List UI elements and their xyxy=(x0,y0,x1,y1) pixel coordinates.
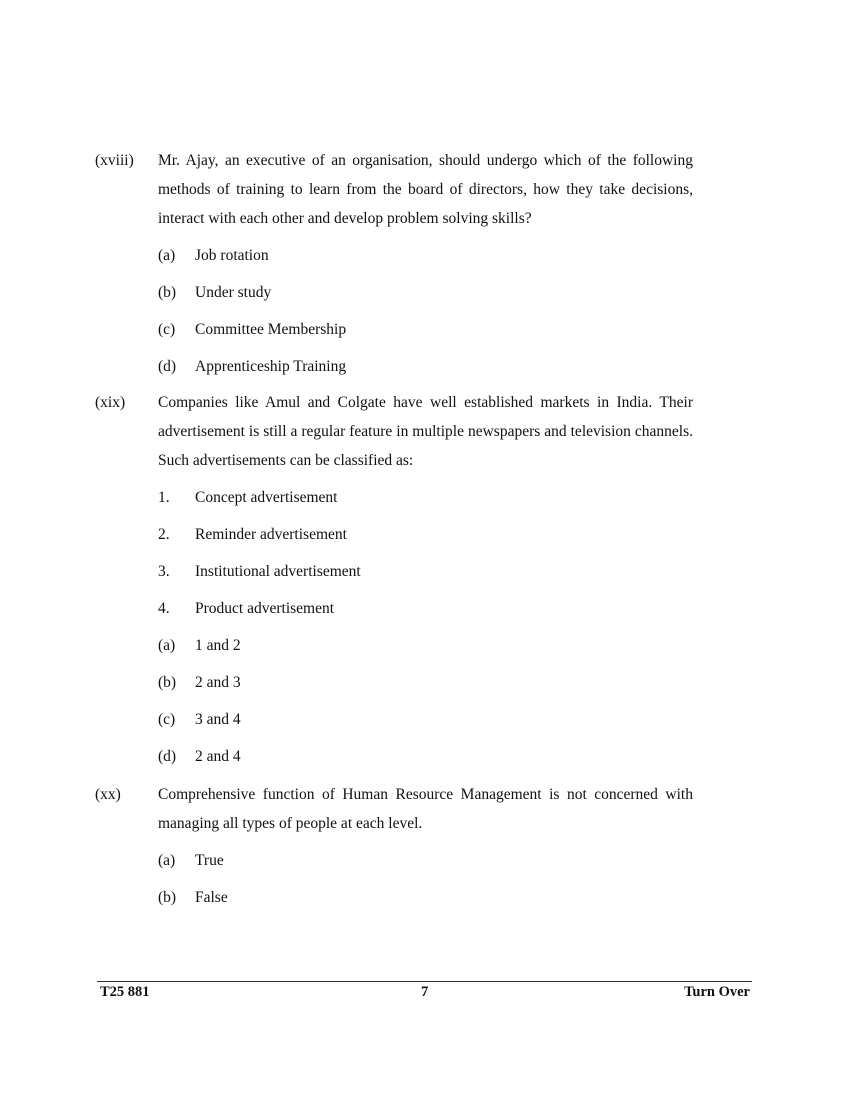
option-label: (c) xyxy=(158,321,176,338)
option-a xyxy=(95,627,695,664)
option-label: (d) xyxy=(158,358,177,375)
option-b xyxy=(95,664,695,701)
option-label: (d) xyxy=(158,748,177,765)
statement-text: Reminder advertisement xyxy=(195,526,347,543)
option-label: (a) xyxy=(158,637,176,654)
option-label: (b) xyxy=(158,889,177,906)
option-text: 1 and 2 xyxy=(195,637,241,654)
question-xviii xyxy=(95,146,695,385)
option-text: Under study xyxy=(195,284,272,301)
statement-4 xyxy=(95,590,695,627)
question-text: Comprehensive function of Human Resource Management is not concerned with managing all types of people at each level. xyxy=(158,786,693,832)
option-label: (b) xyxy=(158,674,177,691)
statement-text: Product advertisement xyxy=(195,600,335,617)
option-c xyxy=(95,311,695,348)
option-d xyxy=(95,738,695,775)
option-text: Apprenticeship Training xyxy=(195,358,347,375)
option-b xyxy=(95,274,695,311)
statement-list xyxy=(95,479,695,627)
option-text: 3 and 4 xyxy=(195,711,241,728)
question-number: (xix) xyxy=(95,394,126,411)
question-xx xyxy=(95,780,695,916)
option-label: (b) xyxy=(158,284,177,301)
option-list xyxy=(95,237,695,385)
option-c xyxy=(95,701,695,738)
question-text: Companies like Amul and Colgate have well established markets in India. Their advertisement is still a regular feature in multiple newspapers and television channels. Such advertisements can be classified as: xyxy=(158,394,693,469)
question-text: Mr. Ajay, an executive of an organisation, should undergo which of the following methods of training to learn from the board of directors, how they take decisions, interact with each other and develop problem solving skills? xyxy=(158,152,693,227)
statement-label: 3. xyxy=(158,563,170,580)
option-label: (a) xyxy=(158,247,176,264)
option-text: False xyxy=(195,889,228,906)
statement-label: 1. xyxy=(158,489,170,506)
question-xix xyxy=(95,388,695,775)
question-number: (xviii) xyxy=(95,152,134,169)
option-text: Committee Membership xyxy=(195,321,347,338)
option-a xyxy=(95,237,695,274)
paper-code: T25 881 xyxy=(100,984,150,1000)
option-text: 2 and 3 xyxy=(195,674,241,691)
statement-label: 4. xyxy=(158,600,170,617)
option-b xyxy=(95,879,695,916)
option-label: (a) xyxy=(158,852,176,869)
question-number: (xx) xyxy=(95,786,121,803)
statement-text: Concept advertisement xyxy=(195,489,338,506)
option-text: True xyxy=(195,852,224,869)
option-d xyxy=(95,348,695,385)
option-text: Job rotation xyxy=(195,247,269,264)
option-list xyxy=(95,842,695,916)
statement-2 xyxy=(95,516,695,553)
option-text: 2 and 4 xyxy=(195,748,241,765)
statement-3 xyxy=(95,553,695,590)
option-list xyxy=(95,627,695,775)
footer-divider xyxy=(97,981,752,982)
statement-text: Institutional advertisement xyxy=(195,563,361,580)
turn-over-label: Turn Over xyxy=(684,984,750,1000)
option-label: (c) xyxy=(158,711,176,728)
statement-1 xyxy=(95,479,695,516)
statement-label: 2. xyxy=(158,526,170,543)
option-a xyxy=(95,842,695,879)
page-footer xyxy=(97,984,752,1004)
page-number: 7 xyxy=(421,984,429,1000)
